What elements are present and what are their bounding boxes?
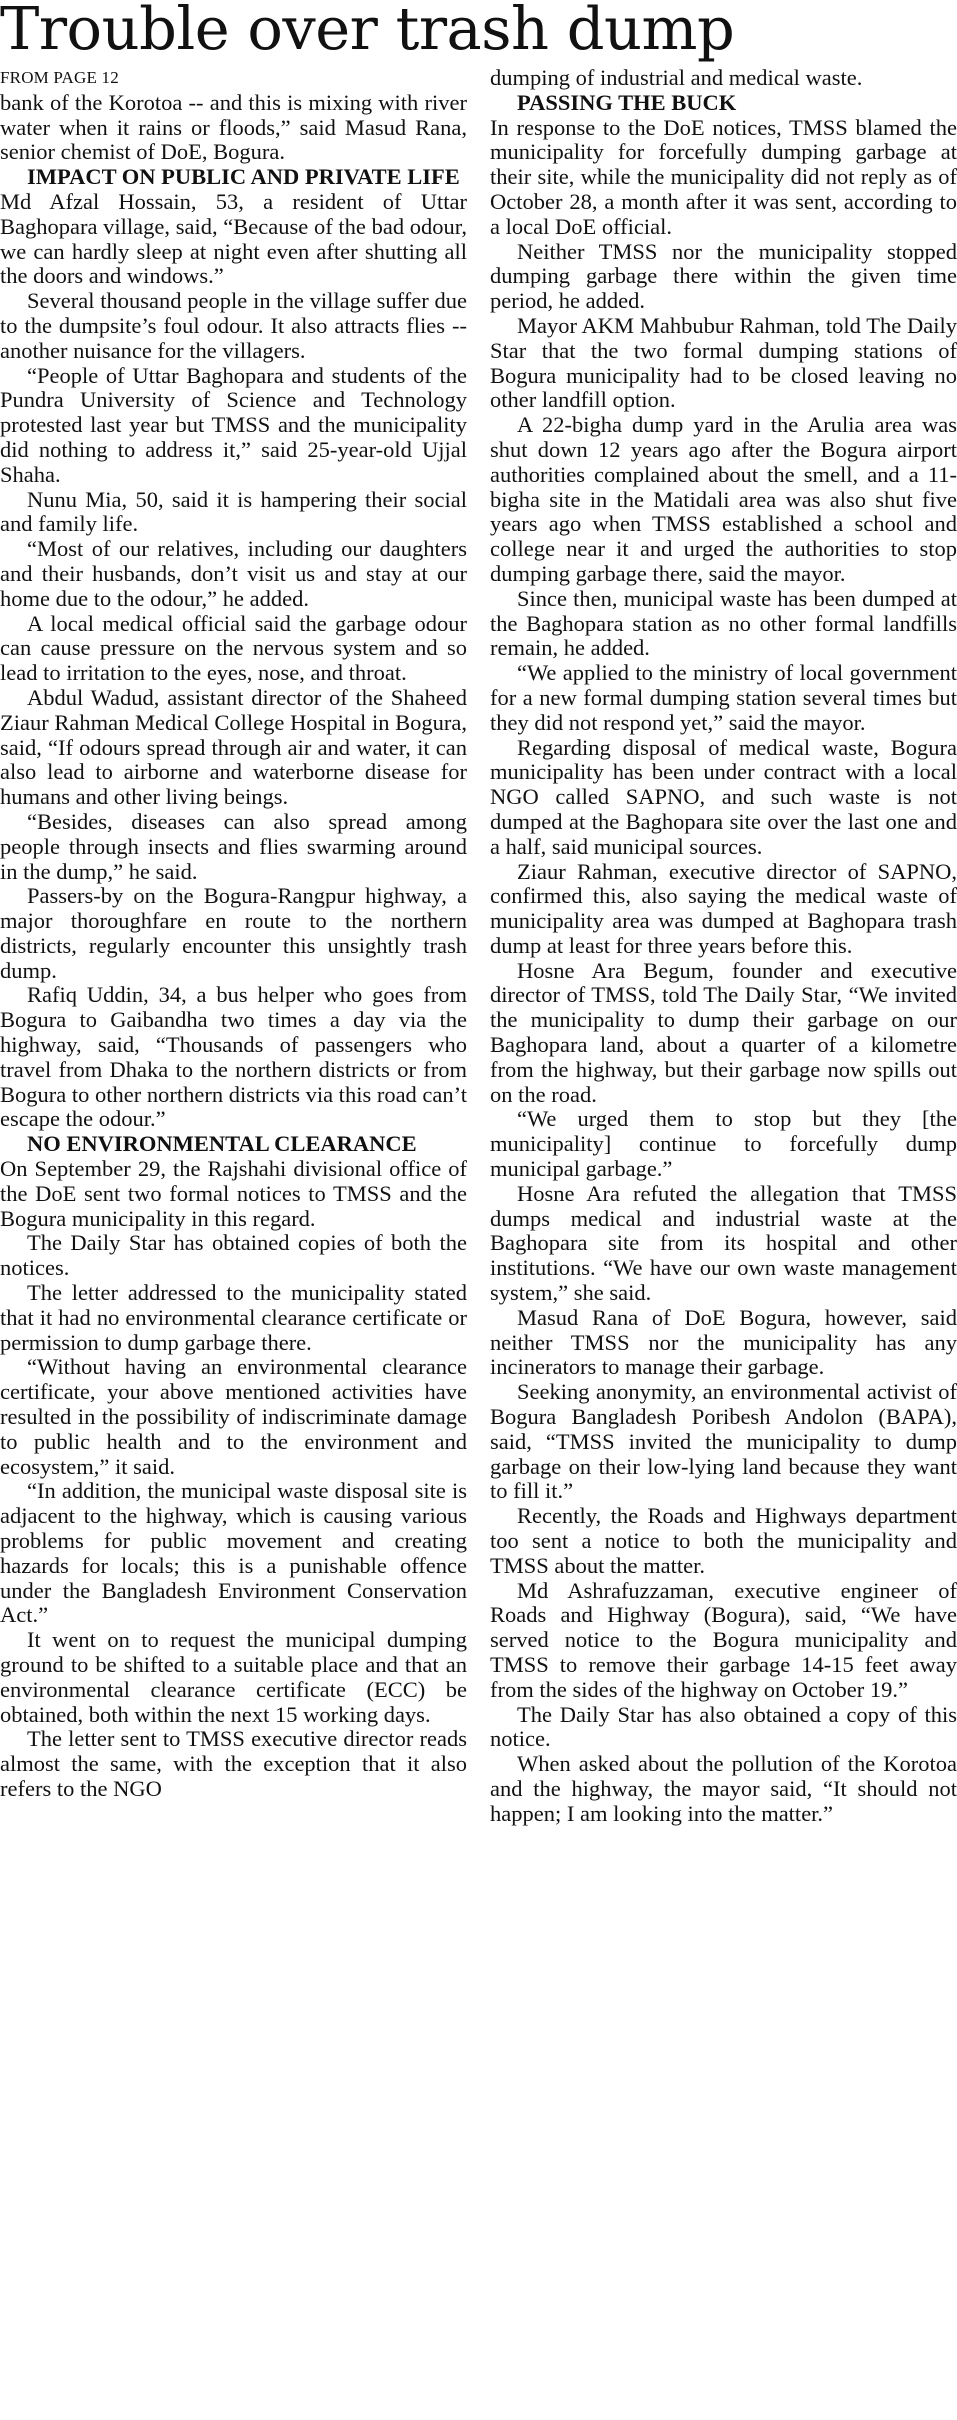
- paragraph: The letter sent to TMSS executive director reads almost the same, with the exception that it also refers to the NGO: [0, 1726, 467, 1801]
- continuation-kicker: FROM PAGE 12: [0, 68, 119, 87]
- paragraph: Masud Rana of DoE Bogura, however, said neither TMSS nor the municipality has any incinerators to manage their garbage.: [490, 1304, 957, 1380]
- paragraph: On September 29, the Rajshahi divisional office of the DoE sent two formal notices to TMSS and the Bogura municipality in this regard.: [0, 1156, 467, 1231]
- section-subhead: PASSING THE BUCK: [517, 89, 737, 115]
- paragraph: The Daily Star has also obtained a copy of this notice.: [490, 1701, 957, 1752]
- paragraph: A 22-bigha dump yard in the Arulia area was shut down 12 years ago after the Bogura airport authorities complained about the smell, and a 11-bigha site in the Matidali area was also shut five years ago when TMSS established a school and college near it and urged the authorities to stop dumping garbage there, said the mayor.: [490, 412, 957, 586]
- paragraph: Ziaur Rahman, executive director of SAPNO, confirmed this, also saying the medical waste of municipality area was dumped at Baghopara trash dump at least for three years before this.: [490, 858, 957, 958]
- paragraph: Several thousand people in the village suffer due to the dumpsite’s foul odour. It also attracts flies -- another nuisance for the villagers.: [0, 288, 467, 363]
- paragraph: “People of Uttar Baghopara and students of the Pundra University of Science and Technology protested last year but TMSS and the municipality did nothing to address it,” said 25-year-old Ujjal Shaha.: [0, 362, 467, 487]
- paragraph: “Without having an environmental clearance certificate, your above mentioned activities have resulted in the possibility of indiscriminate damage to public health and to the environment and ecosystem,” it said.: [0, 1354, 467, 1479]
- paragraph: Recently, the Roads and Highways department too sent a notice to both the municipality and TMSS about the matter.: [490, 1503, 957, 1578]
- paragraph: Hosne Ara Begum, founder and executive director of TMSS, told The Daily Star, “We invited the municipality to dump their garbage on our Baghopara land, about a quarter of a kilometre from the highway, but their garbage now spills out on the road.: [490, 957, 957, 1107]
- paragraph: Nunu Mia, 50, said it is hampering their social and family life.: [0, 486, 467, 537]
- paragraph: The Daily Star has obtained copies of both the notices.: [0, 1230, 467, 1281]
- paragraph: “Besides, diseases can also spread among people through insects and flies swarming around in the dump,” he said.: [0, 808, 467, 884]
- paragraph: Mayor AKM Mahbubur Rahman, told The Daily Star that the two formal dumping stations of Bogura municipality had to be closed leaving no other landfill option.: [490, 312, 957, 413]
- paragraph: Md Ashrafuzzaman, executive engineer of Roads and Highway (Bogura), said, “We have served notice to the Bogura municipality and TMSS to remove their garbage 14-15 feet away from the sides of the highway on October 19.”: [490, 1577, 957, 1702]
- paragraph: Rafiq Uddin, 34, a bus helper who goes from Bogura to Gaibandha two times a day via the highway, said, “Thousands of passengers who travel from Dhaka to the northern districts or from Bogura to other northern districts via this road can’t escape the odour.”: [0, 982, 467, 1132]
- right-column: [490, 66, 957, 1827]
- paragraph: Md Afzal Hossain, 53, a resident of Uttar Baghopara village, said, “Because of the bad odour, we can hardly sleep at night even after shutting all the doors and windows.”: [0, 188, 467, 289]
- paragraph: A local medical official said the garbage odour can cause pressure on the nervous system and so lead to irritation to the eyes, nose, and throat.: [0, 610, 467, 686]
- paragraph: Regarding disposal of medical waste, Bogura municipality has been under contract with a local NGO called SAPNO, and such waste is not dumped at the Baghopara site over the last one and a half, said municipal sources.: [490, 734, 957, 859]
- paragraph: It went on to request the municipal dumping ground to be shifted to a suitable place and that an environmental clearance certificate (ECC) be obtained, both within the next 15 working days.: [0, 1627, 467, 1727]
- paragraph: Hosne Ara refuted the allegation that TMSS dumps medical and industrial waste at the Baghopara site from its hospital and other institutions. “We have our own waste management system,” she said.: [490, 1180, 957, 1306]
- section-subhead: IMPACT ON PUBLIC AND PRIVATE LIFE: [27, 164, 460, 190]
- paragraph: bank of the Korotoa -- and this is mixing with river water when it rains or floods,” said Masud Rana, senior chemist of DoE, Bogura.: [0, 89, 467, 165]
- left-column: [0, 66, 467, 1802]
- paragraph: When asked about the pollution of the Korotoa and the highway, the mayor said, “It should not happen; I am looking into the matter.”: [490, 1751, 957, 1826]
- paragraph: “We applied to the ministry of local government for a new formal dumping station several times but they did not respond yet,” said the mayor.: [490, 660, 957, 735]
- paragraph: dumping of industrial and medical waste.: [490, 65, 863, 90]
- article-headline: Trouble over trash dump: [0, 0, 735, 63]
- paragraph: “We urged them to stop but they [the municipality] continue to forcefully dump municipal garbage.”: [490, 1106, 957, 1182]
- paragraph: Passers-by on the Bogura-Rangpur highway, a major thoroughfare en route to the northern districts, regularly encounter this unsightly trash dump.: [0, 883, 467, 983]
- paragraph: Abdul Wadud, assistant director of the Shaheed Ziaur Rahman Medical College Hospital in Bogura, said, “If odours spread through air and water, it can also lead to airborne and waterborne disease for humans and other living beings.: [0, 684, 467, 810]
- section-subhead: NO ENVIRONMENTAL CLEARANCE: [27, 1131, 417, 1157]
- paragraph: “In addition, the municipal waste disposal site is adjacent to the highway, which is causing various problems for public movement and creating hazards for locals; this is a punishable offence under the Bangladesh Environment Conservation Act.”: [0, 1478, 467, 1628]
- paragraph: Since then, municipal waste has been dumped at the Baghopara station as no other formal landfills remain, he added.: [490, 585, 957, 661]
- paragraph: The letter addressed to the municipality stated that it had no environmental clearance certificate or permission to dump garbage there.: [0, 1280, 467, 1355]
- paragraph: Neither TMSS nor the municipality stopped dumping garbage there within the given time period, he added.: [490, 238, 957, 314]
- paragraph: Seeking anonymity, an environmental activist of Bogura Bangladesh Poribesh Andolon (BAPA), said, “TMSS invited the municipality to dump garbage on their low-lying land because they want to fill it.”: [490, 1379, 957, 1504]
- paragraph: “Most of our relatives, including our daughters and their husbands, don’t visit us and stay at our home due to the odour,” he added.: [0, 536, 467, 611]
- paragraph: In response to the DoE notices, TMSS blamed the municipality for forcefully dumping garbage at their site, while the municipality did not reply as of October 28, a month after it was sent, according to a local DoE official.: [490, 114, 957, 239]
